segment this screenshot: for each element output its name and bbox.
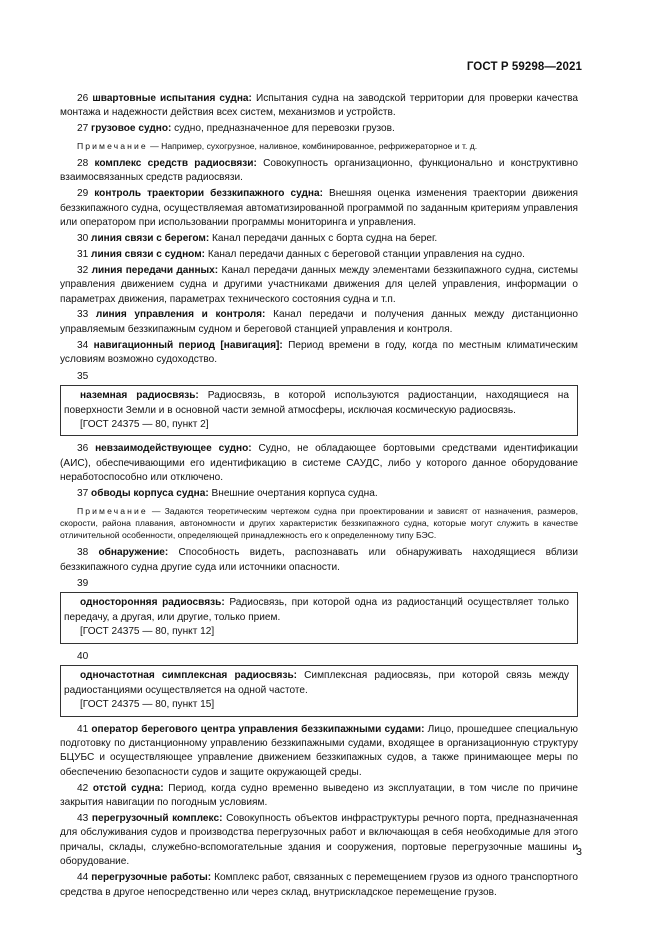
source-reference: [ГОСТ 24375 — 80, пункт 12]: [80, 626, 215, 638]
note-text: — Например, сухогрузное, наливное, комбинированное, рефрижераторное и т. д.: [147, 140, 478, 151]
term-entry: [60, 232, 578, 246]
note: [60, 140, 578, 152]
term-entry: [60, 264, 578, 307]
term-definition: Внешняя оценка изменения траектории движения беззкипажного судна, осуществляемая автоматизированной программой по заданным критериям управления или оператором при использовании программы мониторинга и управления.: [60, 188, 578, 229]
term-definition: Радиосвязь, в которой используются радиостанции, находящиеся на поверхности Земли и в основной части земной атмосферы, исключая космическую радиосвязь.: [64, 390, 570, 416]
term-number: 38: [77, 547, 89, 559]
term-number: 33: [77, 309, 89, 321]
page-number: 3: [576, 846, 582, 858]
term-definition: Радиосвязь, при которой одна из радиостанций осуществляет только передачу, а другая, или другие, только прием.: [64, 597, 569, 623]
term-entry: [60, 92, 578, 121]
term-name: навигационный период [навигация]:: [93, 339, 283, 351]
term-entry: [60, 157, 578, 186]
term-entry: [64, 389, 569, 418]
term-number: 36: [77, 443, 89, 455]
term-definition: Канал передачи данных между элементами беззкипажного судна, системы управления движением судна и другими участниками движения для целей управления, информации о параметрах движения, параметрах технического состояния судна и т.п.: [60, 264, 578, 305]
term-definition: Период, когда судно временно выведено из эксплуатации, в том числе по причине закрытия навигации по погодным условиям.: [60, 782, 578, 809]
term-name: односторонняя радиосвязь:: [80, 597, 225, 609]
term-number: 29: [77, 188, 89, 200]
term-definition: Канал передачи данных с береговой станции управления на судно.: [205, 248, 525, 260]
term-entry: [60, 871, 578, 900]
term-number: 40: [77, 650, 89, 662]
term-definition: Период времени в году, когда по местным климатическим условиям возможно судоходство.: [60, 339, 579, 366]
term-name: обнаружение:: [98, 547, 169, 559]
term-name: швартовные испытания судна:: [92, 93, 252, 104]
note: [60, 505, 578, 542]
term-name: линия связи с судном:: [91, 248, 206, 260]
note-text: — Задаются теоретическим чертежом судна при проектировании и зависят от назначения, размеров, скорости, района плавания, автономности и других характеристик беззкипажного судна, которые могут служить в качестве отличительной особенности, определяющей принадлежность его к определенному типу БЭС.: [60, 505, 578, 540]
term-entry: [60, 187, 578, 230]
term-entry: [60, 546, 578, 575]
term-definition: Канал передачи данных с борта судна на берег.: [209, 232, 438, 244]
term-name: линия передачи данных:: [91, 264, 219, 276]
term-number: 27: [77, 123, 89, 135]
term-number: 35: [77, 370, 89, 382]
term-definition: Совокупность объектов инфраструктуры речного порта, предназначенная для обслуживания судов и производства перегрузочных работ и включающая в себя необходимые для этого причалы, склады, служебно-вспомогательные здания и сооружения, портовые перегрузочные машины и оборудование.: [60, 813, 579, 868]
term-name: линия управления и контроля:: [95, 309, 266, 321]
term-number: 41: [77, 723, 89, 735]
term-name: наземная радиосвязь:: [80, 390, 199, 402]
note-label: Примечание: [77, 140, 148, 151]
term-definition: Внешние очертания корпуса судна.: [208, 488, 378, 500]
terms-section: [60, 92, 578, 900]
quoted-term-box: [60, 665, 578, 716]
term-number: 26: [77, 93, 89, 104]
term-definition: Канал передачи и получения данных между дистанционно управляемым беззкипажным судном и береговой станцией управления и контроля.: [60, 309, 578, 335]
source-reference: [ГОСТ 24375 — 80, пункт 2]: [80, 418, 209, 430]
term-number: 31: [77, 248, 89, 260]
term-entry: [60, 308, 578, 337]
term-name: грузовое судно:: [91, 123, 172, 135]
term-definition: Комплекс работ, связанных с перемещением грузов из одного транспортного средства в другое непосредственно или через склад, внутрискладское перемещение грузов.: [60, 872, 578, 898]
term-entry: [60, 487, 578, 501]
term-number: 28: [77, 157, 89, 169]
term-definition: судно, предназначенное для перевозки грузов.: [171, 123, 395, 135]
term-number: 43: [77, 813, 89, 825]
term-entry: [60, 339, 578, 368]
term-entry: [60, 122, 578, 136]
term-name: перегрузочные работы:: [91, 872, 212, 884]
source-reference: [ГОСТ 24375 — 80, пункт 15]: [80, 699, 215, 711]
term-name: оператор берегового центра управления беззкипажными судами:: [91, 723, 425, 735]
term-entry: [60, 248, 578, 262]
term-name: невзаимодействующее судно:: [95, 443, 252, 455]
term-number: 39: [77, 577, 89, 589]
term-name: линия связи с берегом:: [91, 232, 210, 244]
quoted-term-box: [60, 592, 578, 643]
term-entry: [60, 782, 578, 811]
quoted-term-box: [60, 385, 578, 436]
term-name: отстой судна:: [92, 782, 164, 794]
term-name: комплекс средств радиосвязи:: [94, 157, 257, 169]
term-entry: [64, 669, 569, 698]
term-entry: [60, 723, 578, 781]
term-name: обводы корпуса судна:: [91, 488, 209, 500]
term-entry: [60, 442, 578, 485]
term-definition: Испытания судна на заводской территории для проверки качества монтажа и надежности действия всех систем, механизмов и устройств.: [60, 93, 578, 119]
term-number: 44: [77, 872, 89, 884]
note-label: Примечание: [77, 505, 148, 516]
term-entry: [64, 596, 569, 625]
term-definition: Лицо, прошедшее специальную подготовку по дистанционному управлению беззкипажными судами, входящее в организационную структуру БЦУБС и осуществляющее управление движением беззкипажных судов, а также принимающее меры по обеспечению безопасности судов и защите окружающей среды.: [60, 723, 578, 778]
term-name: перегрузочный комплекс:: [91, 813, 223, 825]
term-definition: Симплексная радиосвязь, при которой связь между радиостанциями осуществляется на одной частоте.: [64, 670, 570, 696]
term-entry: [60, 812, 578, 870]
term-definition: Способность видеть, распознавать или обнаруживать находящиеся вблизи беззкипажного судна другие суда или источники опасности.: [60, 547, 578, 573]
term-name: одночастотная симплексная радиосвязь:: [80, 670, 298, 682]
document-code: ГОСТ Р 59298—2021: [466, 61, 582, 73]
term-number: 42: [77, 782, 89, 794]
term-definition: Судно, не обладающее бортовыми средствами идентификации (АИС), обеспечивающими его идентификацию в системе САУДС, либо у которого данное оборудование неработоспособно или отключено.: [60, 443, 578, 484]
term-definition: Совокупность организационно, функционально и конструктивно взаимосвязанных средств радиосвязи.: [60, 157, 578, 184]
term-name: контроль траектории беззкипажного судна:: [94, 188, 323, 200]
term-number: 30: [77, 232, 89, 244]
term-number: 34: [77, 339, 89, 351]
term-number: 32: [77, 264, 89, 276]
term-number: 37: [77, 488, 89, 500]
